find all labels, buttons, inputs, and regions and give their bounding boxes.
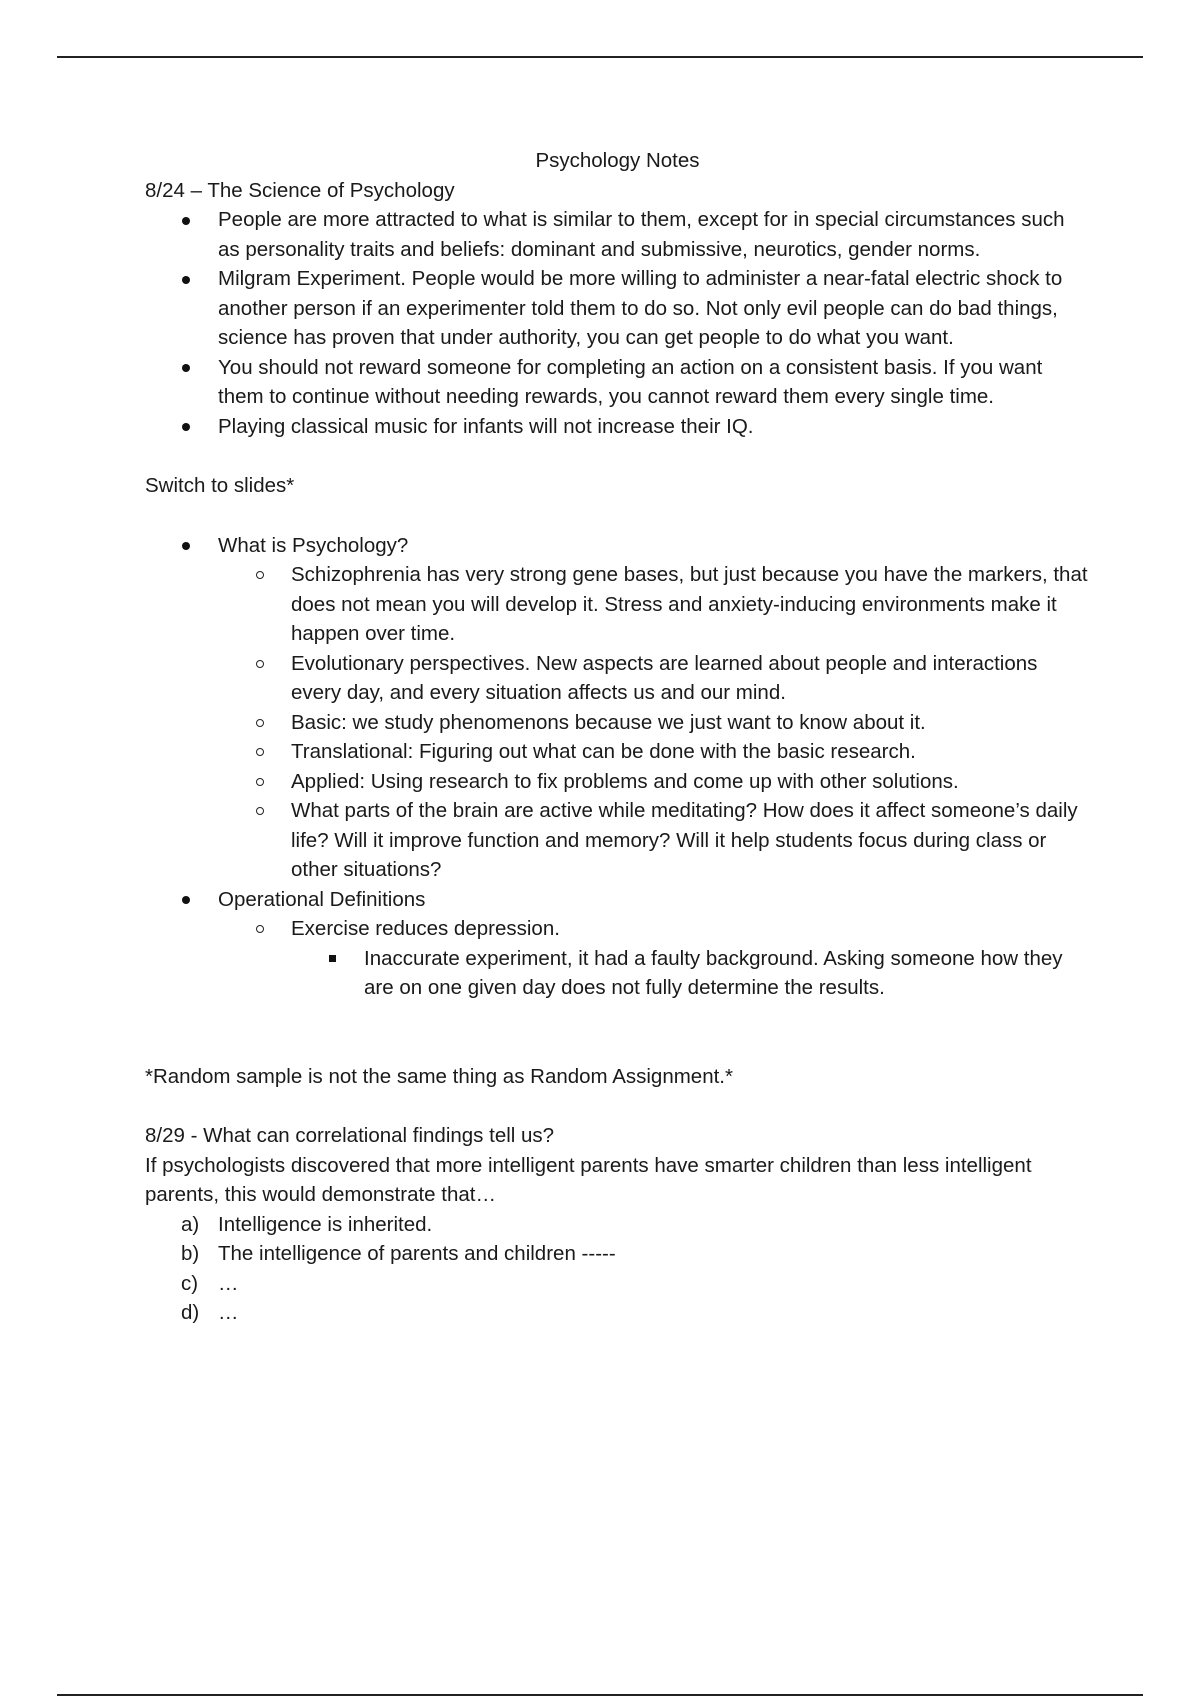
answer-options-list [145, 1210, 1090, 1328]
switch-note: Switch to slides* [145, 474, 295, 497]
list-item: Milgram Experiment. People would be more willing to administer a near-fatal electric shock to another person if an experimenter told them to do so. Not only evil people can do bad things, science has proven that under authority, you can get people to do what you want. [145, 264, 1090, 353]
section-heading-8-24: 8/24 – The Science of Psychology [145, 178, 455, 202]
list-item: Exercise reduces depression. Inaccurate experiment, it had a faulty background. Asking someone how they are on one given day does not fully determine the results. [218, 914, 1090, 1003]
list-item: Basic: we study phenomenons because we just want to know about it. [218, 708, 1090, 738]
document-body [145, 146, 1090, 1328]
section-heading-8-29: 8/29 - What can correlational findings tell us? [145, 1124, 555, 1147]
exercise-detail-list [218, 944, 1090, 1003]
list-item: People are more attracted to what is similar to them, except for in special circumstances such as personality traits and beliefs: dominant and submissive, neurotics, gender norms. [145, 205, 1090, 264]
bullet-icon [182, 205, 190, 235]
bullet-icon [182, 885, 190, 915]
operational-definitions-sublist [145, 914, 1090, 1003]
circle-bullet-icon [256, 914, 264, 944]
top-rule [57, 56, 1143, 58]
bottom-rule [57, 1694, 1143, 1696]
question-text: If psychologists discovered that more intelligent parents have smarter children than less intelligent parents, this would demonstrate that… [145, 1153, 1032, 1206]
what-is-psychology-sublist [145, 560, 1090, 885]
answer-option-d: d) … [181, 1301, 239, 1324]
bullet-icon [182, 264, 190, 294]
circle-bullet-icon [256, 737, 264, 767]
list-item: Applied: Using research to fix problems and come up with other solutions. [218, 767, 1090, 797]
circle-bullet-icon [256, 649, 264, 679]
answer-option-a: a) Intelligence is inherited. [181, 1212, 433, 1236]
circle-bullet-icon [256, 796, 264, 826]
bullet-icon [182, 412, 190, 442]
bullet-icon [182, 531, 190, 561]
list-item: Playing classical music for infants will not increase their IQ. [145, 412, 1090, 442]
list-item: You should not reward someone for completing an action on a consistent basis. If you want them to continue without needing rewards, you cannot reward them every single time. [145, 353, 1090, 412]
circle-bullet-icon [256, 560, 264, 590]
list-item: Inaccurate experiment, it had a faulty background. Asking someone how they are on one given day does not fully determine the results. [291, 944, 1090, 1003]
list-item: Schizophrenia has very strong gene bases, but just because you have the markers, that does not mean you will develop it. Stress and anxiety-inducing environments make it happen over time. [218, 560, 1090, 649]
random-sample-note: *Random sample is not the same thing as Random Assignment.* [145, 1064, 733, 1088]
list-item: What parts of the brain are active while meditating? How does it affect someone’s daily life? Will it improve function and memory? Will it help students focus during class or other situations? [218, 796, 1090, 885]
section1-bullet-list [145, 205, 1090, 441]
answer-option-b: b) The intelligence of parents and children ----- [181, 1242, 616, 1265]
page-title: Psychology Notes [535, 149, 700, 172]
answer-option-c: c) … [181, 1271, 239, 1295]
topic-what-is-psychology: What is Psychology? Schizophrenia has very strong gene bases, but just because you have the markers, that does not mean you will develop it. Stress and anxiety-inducing environments make it happen over time. Evolutionary perspectives. New aspects are learned about people and interactions every day, and every situation affects us and our mind. Basic: we study phenomenons because we just want to know about it. Translational: Figuring out what can be done with the basic research. Applied: Using research to fix problems and come up with other solutions. What parts of the brain are active while meditating? How does it affect someone’s daily life? Will it improve function and memory? Will it help students focus during class or other situations? [145, 531, 1090, 885]
circle-bullet-icon [256, 708, 264, 738]
section2-topic-list [145, 531, 1090, 1003]
bullet-icon [182, 353, 190, 383]
circle-bullet-icon [256, 767, 264, 797]
list-item: Evolutionary perspectives. New aspects are learned about people and interactions every day, and every situation affects us and our mind. [218, 649, 1090, 708]
list-item: Translational: Figuring out what can be done with the basic research. [218, 737, 1090, 767]
topic-operational-definitions: Operational Definitions Exercise reduces depression. Inaccurate experiment, it had a faulty background. Asking someone how they are on one given day does not fully determine the results. [145, 885, 1090, 1003]
square-bullet-icon [329, 944, 336, 974]
